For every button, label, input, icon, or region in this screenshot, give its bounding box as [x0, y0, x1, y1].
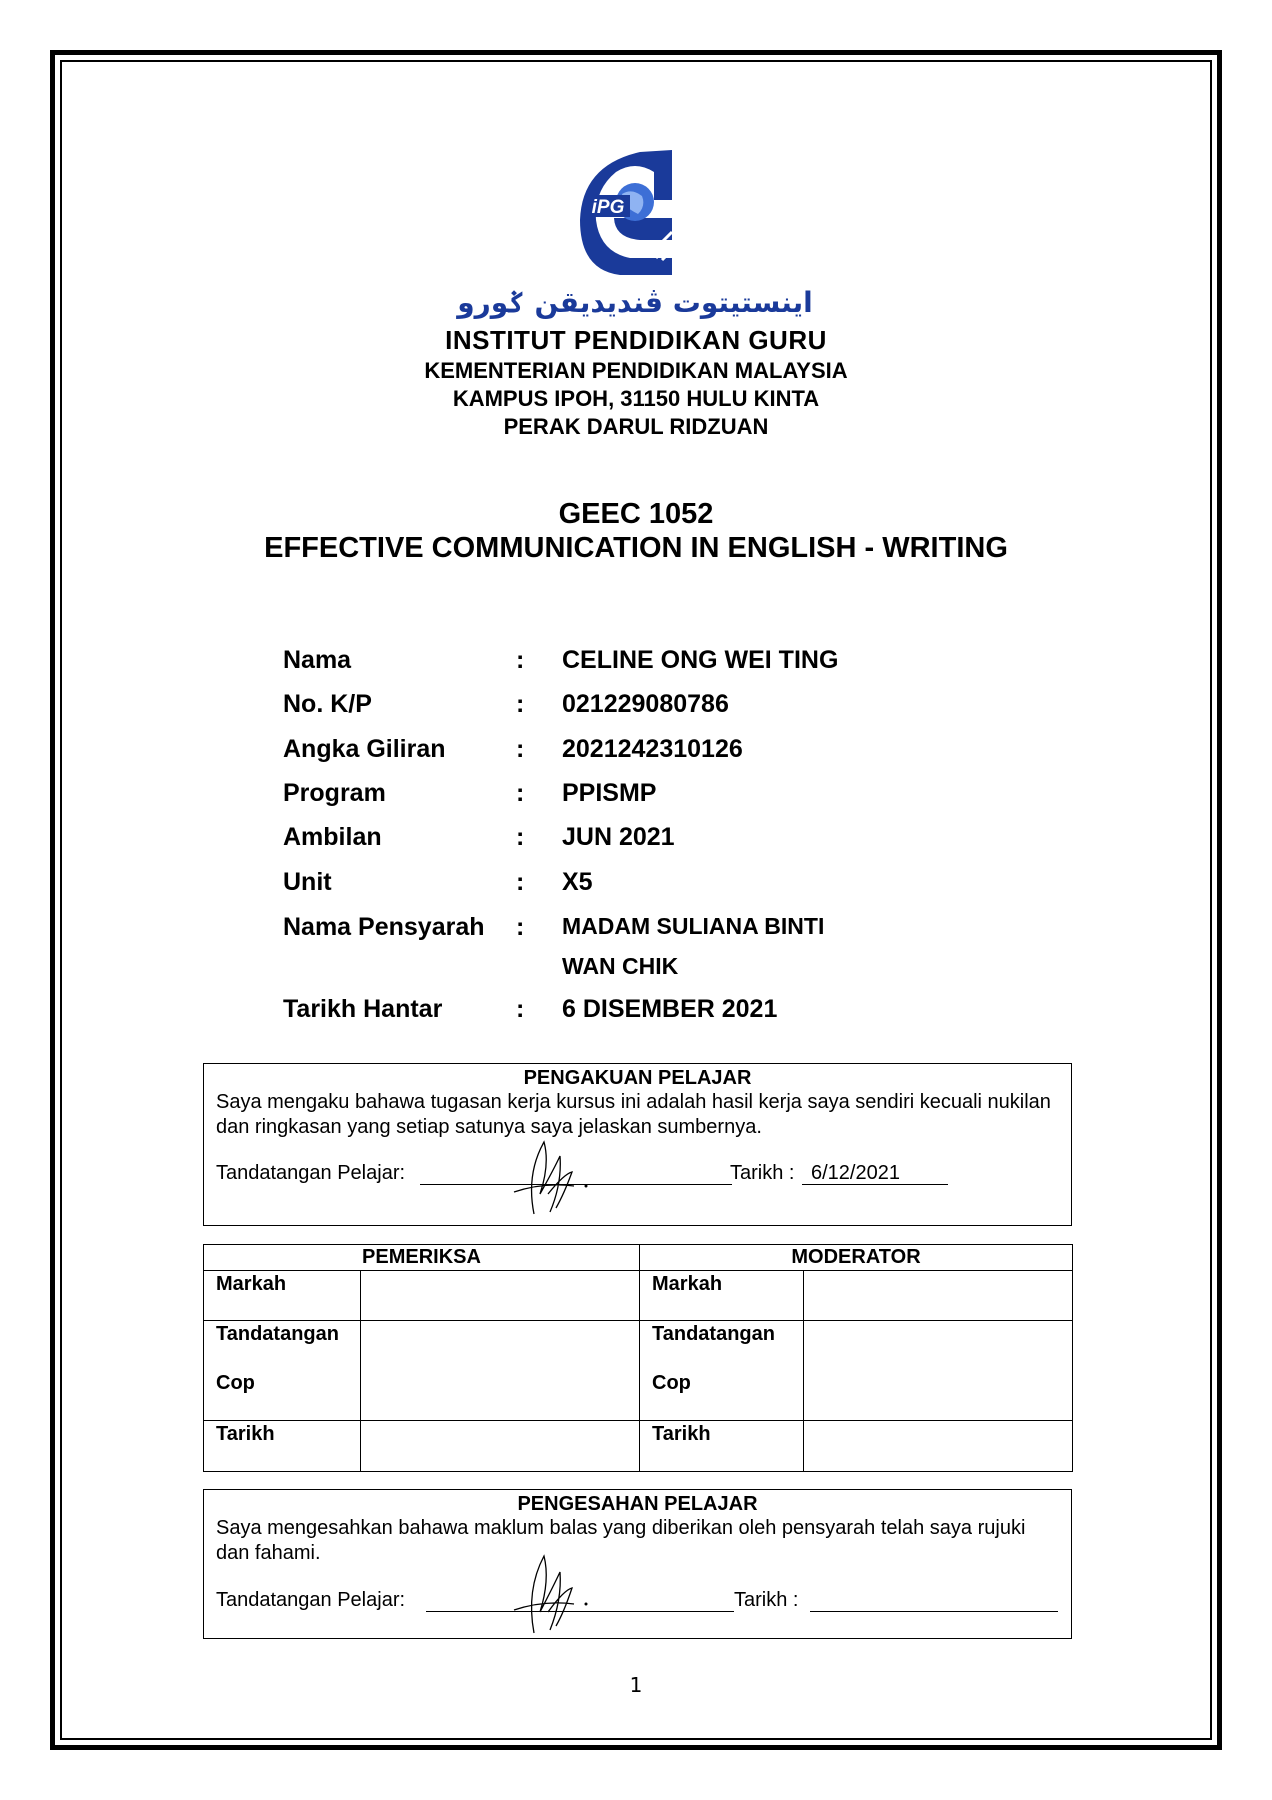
- examiner-header: PEMERIKSA: [204, 1245, 640, 1271]
- state-name: PERAK DARUL RIDZUAN: [503, 414, 769, 439]
- moderator-signature-cell: [804, 1321, 1073, 1421]
- institution-name: INSTITUT PENDIDIKAN GURU: [445, 325, 827, 355]
- ipg-logo-icon: [580, 150, 690, 275]
- assessment-table: [203, 1244, 1073, 1472]
- moderator-mark-label: Markah: [640, 1271, 804, 1321]
- confirmation-text: Saya mengesahkan bahawa maklum balas yang diberikan oleh pensyarah telah saya rujuki dan fahami.: [216, 1517, 1026, 1564]
- svg-text:اينستيتوت ڤنديديقن ݢورو: اينستيتوت ڤنديديقن ݢورو: [457, 286, 813, 319]
- examiner-signature-label: Tandatangan Cop: [204, 1321, 361, 1421]
- confirmation-box: [203, 1489, 1072, 1639]
- declaration-date-label: Tarikh :: [730, 1162, 795, 1184]
- moderator-date-label: Tarikh: [640, 1421, 804, 1472]
- logo-text: iPG: [591, 197, 625, 218]
- declaration-signature-label: Tandatangan Pelajar:: [216, 1162, 406, 1184]
- confirmation-title: PENGESAHAN PELAJAR: [517, 1493, 758, 1515]
- moderator-mark-cell: [804, 1271, 1073, 1321]
- ministry-name: KEMENTERIAN PENDIDIKAN MALAYSIA: [424, 358, 848, 383]
- declaration-date-line: [802, 1184, 948, 1185]
- course-title: EFFECTIVE COMMUNICATION IN ENGLISH - WRITING: [264, 532, 1008, 564]
- examiner-date-label: Tarikh: [204, 1421, 361, 1472]
- declaration-title: PENGAKUAN PELAJAR: [523, 1067, 752, 1089]
- examiner-signature-cell: [361, 1321, 640, 1421]
- examiner-mark-label: Markah: [204, 1271, 361, 1321]
- moderator-date-cell: [804, 1421, 1073, 1472]
- moderator-signature-label: Tandatangan Cop: [640, 1321, 804, 1421]
- moderator-header: MODERATOR: [640, 1245, 1073, 1271]
- examiner-date-cell: [361, 1421, 640, 1472]
- confirmation-date-label: Tarikh :: [734, 1589, 799, 1611]
- confirmation-signature-label: Tandatangan Pelajar:: [216, 1589, 406, 1611]
- campus-address: KAMPUS IPOH, 31150 HULU KINTA: [452, 386, 820, 411]
- declaration-box: [203, 1063, 1072, 1226]
- page-number: 1: [629, 1673, 643, 1697]
- confirmation-date-line: [810, 1611, 1058, 1612]
- jawi-name: [455, 278, 815, 322]
- declaration-date-value: 6/12/2021: [811, 1162, 900, 1184]
- examiner-mark-cell: [361, 1271, 640, 1321]
- declaration-text: Saya mengaku bahawa tugasan kerja kursus ini adalah hasil kerja saya sendiri kecuali nukilan dan ringkasan yang setiap satunya saya jelaskan sumbernya.: [216, 1091, 1051, 1138]
- student-signature-icon: [504, 1134, 599, 1219]
- course-code: GEEC 1052: [558, 498, 714, 530]
- student-signature-icon: [504, 1548, 599, 1638]
